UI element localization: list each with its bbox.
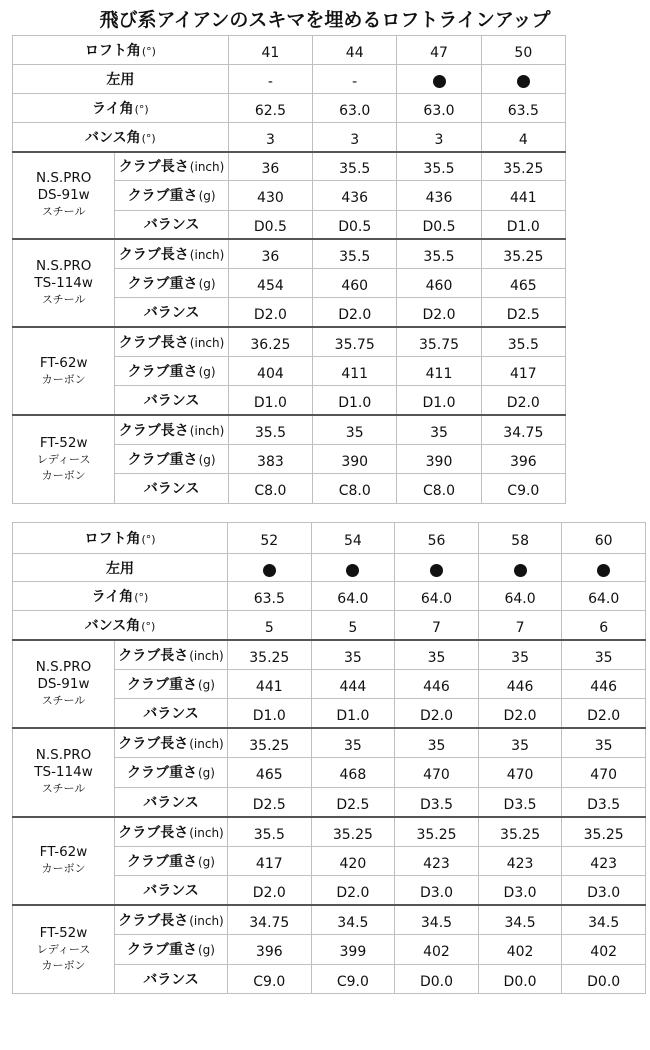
lefty-row-value <box>397 65 481 94</box>
balance-value: D1.0 <box>228 699 312 729</box>
bounce-angle-row-value: 7 <box>395 611 479 640</box>
length-label-text: クラブ長さ <box>118 247 189 264</box>
loft-row-label <box>13 523 228 554</box>
bounce-angle-row-value: 7 <box>478 611 562 640</box>
balance-value: D3.5 <box>395 787 479 817</box>
loft-row-label-text: ロフト角 <box>84 43 141 59</box>
length-value: 34.5 <box>562 905 646 935</box>
balance-value: D2.5 <box>481 298 565 327</box>
balance-value: D2.0 <box>313 298 397 327</box>
length-value: 35.25 <box>481 239 565 268</box>
weight-label-unit: (g) <box>198 943 215 958</box>
lie-angle-row-label-text: ライ角 <box>91 589 134 605</box>
balance-value: D0.0 <box>562 964 646 994</box>
weight-value: 441 <box>481 181 565 210</box>
balance-label <box>115 787 228 817</box>
length-value: 35.25 <box>311 817 395 847</box>
shaft-spec-row <box>13 640 646 670</box>
balance-value: D3.5 <box>478 787 562 817</box>
weight-label <box>115 846 228 876</box>
weight-label-unit: (g) <box>198 277 216 292</box>
bounce-angle-row-value: 4 <box>481 123 565 152</box>
length-label <box>115 415 228 444</box>
length-value: 36.25 <box>228 327 312 356</box>
balance-value: D2.0 <box>228 298 312 327</box>
lefty-row-label-text: 左用 <box>106 560 134 577</box>
weight-label <box>115 181 228 210</box>
balance-value: D0.0 <box>395 964 479 994</box>
balance-value: D2.5 <box>311 787 395 817</box>
length-value: 35.5 <box>397 239 481 268</box>
weight-label-unit: (g) <box>198 854 215 869</box>
length-label <box>115 327 228 356</box>
lie-angle-row-label <box>13 94 229 123</box>
length-label-unit: (inch) <box>189 424 225 439</box>
lie-angle-row-value: 64.0 <box>562 582 646 611</box>
length-value: 36 <box>228 152 312 181</box>
weight-value: 396 <box>481 444 565 473</box>
loft-row-value: 41 <box>228 36 312 65</box>
page-title: 飛び系アイアンのスキマを埋めるロフトラインアップ <box>99 9 551 31</box>
weight-label-text: クラブ重さ <box>127 452 198 469</box>
balance-value: C9.0 <box>228 964 312 994</box>
loft-row-value: 44 <box>313 36 397 65</box>
shaft-name <box>13 905 115 994</box>
bounce-angle-row <box>13 611 646 640</box>
loft-row-value: 52 <box>228 523 312 554</box>
length-label-unit: (inch) <box>189 914 224 928</box>
length-label-unit: (inch) <box>189 248 225 263</box>
balance-label <box>115 964 228 994</box>
shaft-name <box>13 728 115 817</box>
length-value: 34.75 <box>481 415 565 444</box>
bounce-angle-row-value: 3 <box>313 123 397 152</box>
length-label-unit: (inch) <box>189 737 224 751</box>
length-value: 35 <box>562 728 646 758</box>
bounce-angle-row-label-text: バンス角 <box>84 617 141 634</box>
balance-label-text: バランス <box>143 706 199 722</box>
weight-value: 454 <box>228 269 312 298</box>
shaft-spec-row <box>13 415 566 444</box>
shaft-name <box>13 327 115 415</box>
length-value: 35.5 <box>397 152 481 181</box>
weight-value: 420 <box>311 846 395 876</box>
shaft-name-line3: レディース <box>36 943 91 956</box>
lefty-row <box>13 554 646 582</box>
weight-label <box>115 758 228 788</box>
shaft-name <box>13 640 115 729</box>
loft-row-label-text: ロフト角 <box>84 531 141 547</box>
balance-value: D2.0 <box>228 876 312 906</box>
balance-value: D3.5 <box>562 787 646 817</box>
loft-spec-table-1 <box>12 35 566 504</box>
weight-value: 468 <box>311 758 395 788</box>
weight-label-text: クラブ重さ <box>127 364 198 381</box>
balance-value: D1.0 <box>311 699 395 729</box>
weight-label <box>115 444 228 473</box>
balance-label-text: バランス <box>143 883 199 899</box>
balance-label-text: バランス <box>143 971 199 988</box>
bounce-angle-row-label-text: バンス角 <box>85 129 141 146</box>
length-value: 35.25 <box>481 152 565 181</box>
balance-value: D0.0 <box>478 964 562 994</box>
lie-angle-row-value: 64.0 <box>478 582 562 611</box>
length-value: 35.75 <box>397 327 481 356</box>
weight-value: 465 <box>228 758 312 788</box>
length-value: 35.25 <box>562 817 646 847</box>
shaft-name-line2: TS-114w <box>34 764 93 781</box>
lefty-available-dot <box>430 564 443 577</box>
bounce-angle-row-value: 5 <box>228 611 312 640</box>
bounce-angle-row-value: 3 <box>397 123 481 152</box>
weight-value: 417 <box>481 357 565 386</box>
lie-angle-row-value: 62.5 <box>228 94 312 123</box>
shaft-name-line1: FT-62w <box>39 844 88 861</box>
length-value: 35.5 <box>228 817 312 847</box>
shaft-name-line1: N.S.PRO <box>35 258 92 275</box>
length-label-text: クラブ長さ <box>118 159 189 176</box>
weight-value: 399 <box>311 935 395 965</box>
lefty-available-dot <box>597 564 610 577</box>
lefty-row-label <box>13 65 229 94</box>
lie-angle-row-label <box>13 582 228 611</box>
weight-value: 402 <box>562 935 646 965</box>
length-label <box>115 728 228 758</box>
lie-angle-row-value: 64.0 <box>395 582 479 611</box>
length-label <box>115 817 228 847</box>
lefty-row-label-text: 左用 <box>106 72 135 88</box>
balance-value: C9.0 <box>311 964 395 994</box>
weight-label-text: クラブ重さ <box>127 188 198 205</box>
balance-label-text: バランス <box>143 305 200 322</box>
bounce-angle-row-value: 6 <box>562 611 646 640</box>
length-value: 35.5 <box>313 239 397 268</box>
length-value: 35 <box>311 728 395 758</box>
balance-value: D3.0 <box>562 876 646 906</box>
length-label-unit: (inch) <box>189 160 225 175</box>
weight-value: 430 <box>228 181 312 210</box>
weight-label <box>115 269 228 298</box>
balance-value: D2.0 <box>397 298 481 327</box>
length-value: 34.5 <box>311 905 395 935</box>
weight-label-text: クラブ重さ <box>127 853 197 870</box>
weight-value: 402 <box>478 935 562 965</box>
shaft-name-line3: スチール <box>41 782 86 796</box>
weight-label <box>115 357 228 386</box>
weight-value: 446 <box>478 669 562 699</box>
lefty-available-dot <box>514 564 527 577</box>
balance-value: D1.0 <box>313 386 397 415</box>
loft-row-value: 47 <box>397 36 481 65</box>
weight-label <box>115 935 228 965</box>
balance-value: D2.0 <box>478 699 562 729</box>
shaft-name-line3: カーボン <box>41 372 86 386</box>
balance-value: D2.0 <box>395 699 479 729</box>
balance-value: D3.0 <box>478 876 562 906</box>
lefty-row-value <box>562 554 646 582</box>
bounce-angle-row-value: 5 <box>311 611 395 640</box>
shaft-name-line1: FT-62w <box>39 354 88 371</box>
shaft-name-line1: N.S.PRO <box>35 658 92 675</box>
weight-label-text: クラブ重さ <box>127 765 197 782</box>
weight-label-unit: (g) <box>198 453 216 468</box>
length-value: 35 <box>478 640 562 670</box>
balance-value: D2.0 <box>481 386 565 415</box>
length-value: 35.5 <box>228 415 312 444</box>
length-label <box>115 905 228 935</box>
length-label-text: クラブ長さ <box>118 647 189 664</box>
length-value: 35 <box>311 640 395 670</box>
loft-row-label-unit: (°) <box>141 533 156 546</box>
shaft-spec-row <box>13 905 646 935</box>
weight-label <box>115 669 228 699</box>
balance-label-text: バランス <box>143 393 200 410</box>
lie-angle-row <box>13 582 646 611</box>
loft-row-value: 54 <box>311 523 395 554</box>
shaft-name <box>13 817 115 906</box>
balance-value: D2.0 <box>562 699 646 729</box>
shaft-name-line1: FT-52w <box>39 434 88 451</box>
lie-angle-row <box>13 94 566 123</box>
length-value: 35.75 <box>313 327 397 356</box>
weight-value: 411 <box>397 357 481 386</box>
lefty-row-value <box>481 65 565 94</box>
shaft-spec-row <box>13 239 566 268</box>
lefty-row-value <box>478 554 562 582</box>
weight-label-text: クラブ重さ <box>127 276 198 293</box>
weight-value: 423 <box>478 846 562 876</box>
lefty-row-value <box>228 554 312 582</box>
shaft-name-line2: DS-91w <box>37 187 90 204</box>
balance-value: D2.5 <box>228 787 312 817</box>
length-label <box>115 640 228 670</box>
lefty-available-dot <box>346 564 359 577</box>
balance-value: D1.0 <box>228 386 312 415</box>
length-value: 35.25 <box>228 640 312 670</box>
shaft-name-line3: カーボン <box>41 862 86 876</box>
length-label-text: クラブ長さ <box>118 423 189 440</box>
weight-value: 441 <box>228 669 312 699</box>
weight-value: 383 <box>228 444 312 473</box>
length-value: 35 <box>395 728 479 758</box>
weight-value: 436 <box>397 181 481 210</box>
shaft-spec-row <box>13 152 566 181</box>
loft-row-value: 56 <box>395 523 479 554</box>
lefty-available-dot <box>263 564 276 577</box>
balance-label <box>115 210 228 239</box>
balance-label <box>115 474 228 503</box>
loft-spec-table-2 <box>12 522 646 994</box>
balance-label-text: バランス <box>143 217 200 234</box>
lie-angle-row-label-text: ライ角 <box>92 101 134 117</box>
lie-angle-row-value: 63.0 <box>397 94 481 123</box>
weight-value: 404 <box>228 357 312 386</box>
balance-value: C9.0 <box>481 474 565 503</box>
lefty-row-label <box>13 554 228 582</box>
length-value: 35 <box>478 728 562 758</box>
bounce-angle-row <box>13 123 566 152</box>
shaft-name-line3: スチール <box>41 693 86 707</box>
weight-value: 423 <box>395 846 479 876</box>
weight-value: 470 <box>478 758 562 788</box>
lefty-row-value <box>311 554 395 582</box>
shaft-name-line2: DS-91w <box>37 675 90 692</box>
loft-row-value: 50 <box>481 36 565 65</box>
weight-label-text: クラブ重さ <box>127 942 197 959</box>
weight-value: 465 <box>481 269 565 298</box>
lefty-row-value <box>395 554 479 582</box>
bounce-angle-row-value: 3 <box>228 123 312 152</box>
weight-label-unit: (g) <box>198 766 215 781</box>
weight-value: 411 <box>313 357 397 386</box>
shaft-name-line3: スチール <box>41 205 86 219</box>
weight-label-text: クラブ重さ <box>127 676 197 693</box>
shaft-spec-row <box>13 817 646 847</box>
shaft-spec-row <box>13 728 646 758</box>
length-value: 35.5 <box>313 152 397 181</box>
length-value: 35 <box>397 415 481 444</box>
balance-value: C8.0 <box>313 474 397 503</box>
lefty-available-dot <box>433 75 446 88</box>
weight-value: 460 <box>313 269 397 298</box>
weight-value: 446 <box>562 669 646 699</box>
lefty-row <box>13 65 566 94</box>
lie-angle-row-value: 63.5 <box>228 582 312 611</box>
shaft-name-line3: レディース <box>36 452 91 466</box>
length-label-unit: (inch) <box>189 336 225 351</box>
lefty-row-value: - <box>313 65 397 94</box>
lie-angle-row-value: 63.5 <box>481 94 565 123</box>
loft-row-label-unit: (°) <box>141 45 156 58</box>
weight-value: 390 <box>313 444 397 473</box>
shaft-name <box>13 239 115 327</box>
weight-value: 423 <box>562 846 646 876</box>
weight-value: 470 <box>562 758 646 788</box>
weight-value: 436 <box>313 181 397 210</box>
balance-value: C8.0 <box>397 474 481 503</box>
shaft-name-line4: カーボン <box>41 959 86 972</box>
balance-value: C8.0 <box>228 474 312 503</box>
weight-value: 396 <box>228 935 312 965</box>
bounce-angle-row-label-unit: (°) <box>141 619 156 633</box>
loft-row-value: 60 <box>562 523 646 554</box>
shaft-name <box>13 415 115 503</box>
loft-row-label <box>13 36 229 65</box>
length-label-text: クラブ長さ <box>118 913 189 929</box>
shaft-name-line3: スチール <box>41 293 86 307</box>
balance-label-text: バランス <box>143 481 200 498</box>
length-value: 35 <box>562 640 646 670</box>
length-value: 36 <box>228 239 312 268</box>
lie-angle-row-label-unit: (°) <box>134 591 149 604</box>
shaft-name-line1: N.S.PRO <box>35 747 92 764</box>
length-label <box>115 152 228 181</box>
weight-value: 417 <box>228 846 312 876</box>
balance-label <box>115 876 228 906</box>
weight-label-unit: (g) <box>198 677 215 692</box>
balance-value: D3.0 <box>395 876 479 906</box>
bounce-angle-row-label-unit: (°) <box>141 131 156 145</box>
weight-value: 470 <box>395 758 479 788</box>
balance-value: D2.0 <box>311 876 395 906</box>
lefty-row-value: - <box>228 65 312 94</box>
length-value: 35.25 <box>478 817 562 847</box>
lie-angle-row-label-unit: (°) <box>134 103 149 116</box>
bounce-angle-row-label <box>13 123 229 152</box>
shaft-name <box>13 152 115 240</box>
length-label-unit: (inch) <box>189 825 224 840</box>
weight-value: 460 <box>397 269 481 298</box>
length-value: 34.5 <box>395 905 479 935</box>
balance-label <box>115 699 228 729</box>
lefty-available-dot <box>517 75 530 88</box>
weight-value: 390 <box>397 444 481 473</box>
lie-angle-row-value: 63.0 <box>313 94 397 123</box>
length-value: 35.25 <box>395 817 479 847</box>
weight-value: 402 <box>395 935 479 965</box>
length-label <box>115 239 228 268</box>
balance-value: D0.5 <box>397 210 481 239</box>
balance-value: D1.0 <box>397 386 481 415</box>
balance-value: D0.5 <box>313 210 397 239</box>
shaft-name-line1: N.S.PRO <box>35 170 92 187</box>
shaft-name-line1: FT-52w <box>39 925 88 941</box>
length-value: 35 <box>395 640 479 670</box>
weight-label-unit: (g) <box>198 189 216 204</box>
length-value: 34.75 <box>228 905 312 935</box>
length-value: 35.5 <box>481 327 565 356</box>
length-label-unit: (inch) <box>189 648 224 663</box>
bounce-angle-row-label <box>13 611 228 640</box>
length-label-text: クラブ長さ <box>118 335 189 352</box>
balance-label-text: バランス <box>143 794 199 811</box>
balance-value: D1.0 <box>481 210 565 239</box>
length-value: 34.5 <box>478 905 562 935</box>
weight-value: 446 <box>395 669 479 699</box>
loft-row <box>13 36 566 65</box>
weight-value: 444 <box>311 669 395 699</box>
loft-row-value: 58 <box>478 523 562 554</box>
weight-label-unit: (g) <box>198 365 216 380</box>
shaft-name-line4: カーボン <box>41 468 86 482</box>
lie-angle-row-value: 64.0 <box>311 582 395 611</box>
loft-row <box>13 523 646 554</box>
balance-value: D0.5 <box>228 210 312 239</box>
length-value: 35 <box>313 415 397 444</box>
length-label-text: クラブ長さ <box>118 736 189 752</box>
shaft-spec-row <box>13 327 566 356</box>
length-value: 35.25 <box>228 728 312 758</box>
shaft-name-line2: TS-114w <box>34 275 93 292</box>
balance-label <box>115 386 228 415</box>
balance-label <box>115 298 228 327</box>
length-label-text: クラブ長さ <box>118 824 189 841</box>
